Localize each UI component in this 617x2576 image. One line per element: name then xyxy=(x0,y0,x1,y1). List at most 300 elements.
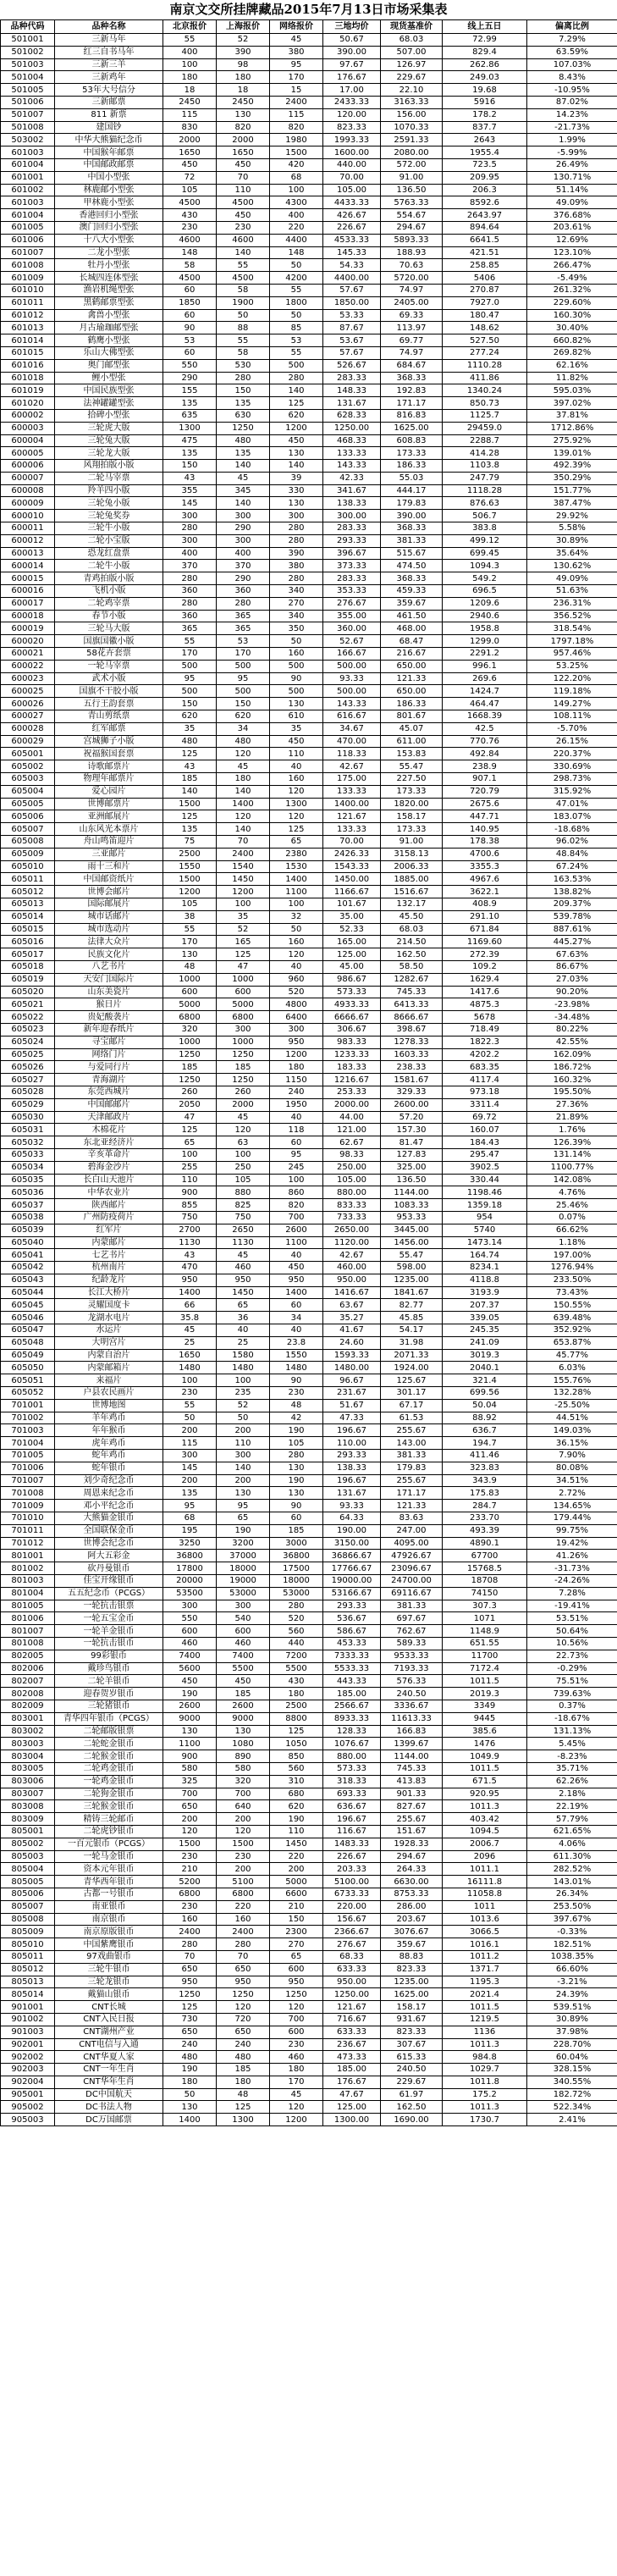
cell-shanghai-price: 540 xyxy=(217,1612,270,1625)
cell-online-price: 40 xyxy=(270,1249,323,1262)
table-row xyxy=(1,1274,617,1286)
cell-online-price: 130 xyxy=(270,1487,323,1500)
cell-name: 祝福猴国套票 xyxy=(55,748,163,760)
cell-average-price: 283.33 xyxy=(323,572,381,585)
cell-beijing-price: 66 xyxy=(163,1299,217,1312)
cell-code: 905002 xyxy=(1,2101,55,2114)
cell-shanghai-price: 95 xyxy=(217,672,270,685)
cell-shanghai-price: 36 xyxy=(217,1312,270,1324)
cell-average-price: 57.67 xyxy=(323,346,381,359)
cell-beijing-price: 450 xyxy=(163,158,217,171)
cell-five-day-online: 770.76 xyxy=(443,735,527,748)
cell-code: 605023 xyxy=(1,1023,55,1036)
cell-base-price: 1144.00 xyxy=(381,1186,443,1199)
cell-five-day-online: 9445 xyxy=(443,1712,527,1725)
cell-code: 600029 xyxy=(1,735,55,748)
cell-deviation: 99.75% xyxy=(527,1524,617,1537)
cell-shanghai-price: 140 xyxy=(217,497,270,510)
cell-base-price: 158.17 xyxy=(381,2001,443,2014)
cell-average-price: 143.33 xyxy=(323,698,381,710)
cell-average-price: 1400.00 xyxy=(323,798,381,810)
cell-code: 605013 xyxy=(1,898,55,910)
cell-code: 601005 xyxy=(1,221,55,234)
table-row xyxy=(1,748,617,760)
cell-deviation: 220.37% xyxy=(527,748,617,760)
cell-shanghai-price: 100 xyxy=(217,1148,270,1161)
cell-shanghai-price: 290 xyxy=(217,522,270,535)
table-row xyxy=(1,1950,617,1963)
cell-deviation: 122.20% xyxy=(527,672,617,685)
table-row xyxy=(1,610,617,622)
cell-deviation: 41.26% xyxy=(527,1550,617,1562)
table-row xyxy=(1,1675,617,1688)
cell-code: 601003 xyxy=(1,196,55,209)
cell-online-price: 850 xyxy=(270,1750,323,1763)
cell-shanghai-price: 280 xyxy=(217,1938,270,1951)
table-row xyxy=(1,810,617,823)
cell-online-price: 245 xyxy=(270,1161,323,1174)
cell-beijing-price: 430 xyxy=(163,209,217,222)
cell-shanghai-price: 110 xyxy=(217,1437,270,1450)
cell-shanghai-price: 1540 xyxy=(217,860,270,873)
cell-name: 澳门回归小型张 xyxy=(55,221,163,234)
cell-name: 红三自书马年 xyxy=(55,46,163,58)
cell-code: 701003 xyxy=(1,1424,55,1437)
cell-beijing-price: 480 xyxy=(163,2051,217,2064)
table-row xyxy=(1,1186,617,1199)
cell-average-price: 236.67 xyxy=(323,2038,381,2051)
cell-shanghai-price: 165 xyxy=(217,936,270,948)
cell-beijing-price: 7400 xyxy=(163,1650,217,1662)
cell-online-price: 950 xyxy=(270,1274,323,1286)
cell-base-price: 745.33 xyxy=(381,986,443,998)
table-row xyxy=(1,1249,617,1262)
cell-beijing-price: 480 xyxy=(163,735,217,748)
cell-base-price: 398.67 xyxy=(381,1023,443,1036)
cell-deviation: -19.41% xyxy=(527,1600,617,1612)
table-row xyxy=(1,121,617,134)
table-row xyxy=(1,1236,617,1249)
cell-average-price: 176.67 xyxy=(323,2076,381,2088)
cell-beijing-price: 65 xyxy=(163,1136,217,1149)
table-row xyxy=(1,221,617,234)
cell-average-price: 6733.33 xyxy=(323,1888,381,1900)
table-row xyxy=(1,886,617,898)
cell-base-price: 91.00 xyxy=(381,171,443,184)
cell-name: 与爱同行片 xyxy=(55,1061,163,1074)
cell-code: 801004 xyxy=(1,1587,55,1600)
cell-beijing-price: 130 xyxy=(163,1725,217,1738)
table-row xyxy=(1,1387,617,1400)
cell-online-price: 45 xyxy=(270,34,323,47)
table-row xyxy=(1,184,617,196)
cell-shanghai-price: 2600 xyxy=(217,1700,270,1712)
cell-shanghai-price: 100 xyxy=(217,1374,270,1387)
cell-beijing-price: 290 xyxy=(163,372,217,384)
cell-average-price: 1076.67 xyxy=(323,1738,381,1750)
cell-online-price: 60 xyxy=(270,1136,323,1149)
cell-five-day-online: 1011.5 xyxy=(443,1762,527,1775)
cell-average-price: 586.67 xyxy=(323,1625,381,1638)
cell-five-day-online: 1169.60 xyxy=(443,936,527,948)
cell-shanghai-price: 1200 xyxy=(217,886,270,898)
cell-five-day-online: 5678 xyxy=(443,1011,527,1024)
cell-deviation: 7.90% xyxy=(527,1450,617,1462)
cell-name: 恐龙红盘票 xyxy=(55,547,163,560)
cell-online-price: 960 xyxy=(270,973,323,986)
cell-name: 二轮小宝版 xyxy=(55,534,163,547)
cell-shanghai-price: 1580 xyxy=(217,1349,270,1362)
cell-base-price: 6413.33 xyxy=(381,998,443,1011)
cell-base-price: 83.63 xyxy=(381,1512,443,1525)
cell-shanghai-price: 240 xyxy=(217,2038,270,2051)
cell-name: 寻宝邮片 xyxy=(55,1036,163,1048)
cell-name: 蛇年鸡币 xyxy=(55,1450,163,1462)
cell-base-price: 5720.00 xyxy=(381,272,443,285)
cell-code: 803007 xyxy=(1,1788,55,1800)
cell-code: 605022 xyxy=(1,1011,55,1024)
cell-name: 三轮龙银币 xyxy=(55,1976,163,1988)
cell-name: 二轮邮版银票 xyxy=(55,1725,163,1738)
cell-name: 网络门片 xyxy=(55,1048,163,1061)
table-row xyxy=(1,108,617,121)
cell-base-price: 1516.67 xyxy=(381,886,443,898)
cell-shanghai-price: 47 xyxy=(217,960,270,973)
cell-beijing-price: 1250 xyxy=(163,1048,217,1061)
cell-beijing-price: 105 xyxy=(163,184,217,196)
header-five-day-online: 线上五日 xyxy=(443,20,527,34)
cell-name: 国旗不干胶小版 xyxy=(55,685,163,698)
table-row xyxy=(1,836,617,849)
table-row xyxy=(1,1775,617,1788)
cell-shanghai-price: 500 xyxy=(217,685,270,698)
cell-beijing-price: 2050 xyxy=(163,1098,217,1111)
cell-shanghai-price: 6800 xyxy=(217,1011,270,1024)
cell-average-price: 1593.33 xyxy=(323,1349,381,1362)
cell-average-price: 250.00 xyxy=(323,1161,381,1174)
cell-average-price: 636.67 xyxy=(323,1800,381,1813)
cell-code: 601016 xyxy=(1,359,55,372)
cell-beijing-price: 365 xyxy=(163,622,217,635)
cell-shanghai-price: 6800 xyxy=(217,1888,270,1900)
cell-name: 三新马年 xyxy=(55,34,163,47)
header-beijing-price: 北京报价 xyxy=(163,20,217,34)
cell-online-price: 130 xyxy=(270,497,323,510)
cell-base-price: 2071.33 xyxy=(381,1349,443,1362)
cell-online-price: 1100 xyxy=(270,1236,323,1249)
cell-five-day-online: 262.86 xyxy=(443,58,527,71)
cell-average-price: 443.33 xyxy=(323,1675,381,1688)
table-row xyxy=(1,1362,617,1374)
cell-average-price: 4400.00 xyxy=(323,272,381,285)
cell-name: 周恩来纪念币 xyxy=(55,1487,163,1500)
cell-five-day-online: 1136 xyxy=(443,2026,527,2038)
cell-average-price: 628.33 xyxy=(323,409,381,422)
cell-five-day-online: 4890.1 xyxy=(443,1537,527,1550)
document-title: 南京文交所挂牌藏品2015年7月13日市场采集表 xyxy=(169,2,448,17)
cell-base-price: 745.33 xyxy=(381,1762,443,1775)
cell-beijing-price: 135 xyxy=(163,823,217,836)
cell-beijing-price: 600 xyxy=(163,1625,217,1638)
cell-code: 805010 xyxy=(1,1938,55,1951)
cell-deviation: 1797.18% xyxy=(527,635,617,648)
cell-online-price: 330 xyxy=(270,484,323,497)
cell-shanghai-price: 4500 xyxy=(217,272,270,285)
cell-code: 701001 xyxy=(1,1399,55,1412)
cell-name: 一轮抗击银票 xyxy=(55,1600,163,1612)
table-row xyxy=(1,898,617,910)
cell-five-day-online: 321.4 xyxy=(443,1374,527,1387)
cell-name: 精铸三轮邮币 xyxy=(55,1813,163,1826)
cell-average-price: 293.33 xyxy=(323,1600,381,1612)
cell-shanghai-price: 300 xyxy=(217,1600,270,1612)
cell-name: 二龙小型张 xyxy=(55,246,163,259)
table-row xyxy=(1,1963,617,1976)
cell-shanghai-price: 185 xyxy=(217,2064,270,2076)
cell-shanghai-price: 460 xyxy=(217,1638,270,1650)
cell-shanghai-price: 230 xyxy=(217,1850,270,1863)
cell-deviation: 25.46% xyxy=(527,1199,617,1212)
cell-name: 中华大熊猫纪念币 xyxy=(55,134,163,146)
cell-name: 砍丹曼银币 xyxy=(55,1562,163,1575)
cell-five-day-online: 1011.3 xyxy=(443,1800,527,1813)
cell-name: 灵耀国度卡 xyxy=(55,1299,163,1312)
cell-average-price: 4433.33 xyxy=(323,196,381,209)
cell-code: 600010 xyxy=(1,510,55,522)
cell-online-price: 280 xyxy=(270,1450,323,1462)
cell-average-price: 2366.67 xyxy=(323,1926,381,1938)
cell-online-price: 140 xyxy=(270,460,323,473)
cell-code: 801008 xyxy=(1,1638,55,1650)
cell-beijing-price: 300 xyxy=(163,510,217,522)
cell-name: 虎年鸡币 xyxy=(55,1437,163,1450)
cell-five-day-online: 1958.8 xyxy=(443,622,527,635)
table-row xyxy=(1,597,617,610)
cell-online-price: 17500 xyxy=(270,1562,323,1575)
cell-online-price: 190 xyxy=(270,1474,323,1487)
cell-beijing-price: 68 xyxy=(163,1512,217,1525)
cell-deviation: 35.71% xyxy=(527,1762,617,1775)
cell-five-day-online: 954 xyxy=(443,1211,527,1224)
cell-name: 迎春贺岁银币 xyxy=(55,1688,163,1700)
cell-code: 600003 xyxy=(1,422,55,434)
cell-name: 古都一号银币 xyxy=(55,1888,163,1900)
cell-name: 长江大桥片 xyxy=(55,1286,163,1299)
cell-base-price: 474.50 xyxy=(381,560,443,572)
cell-five-day-online: 109.2 xyxy=(443,960,527,973)
table-row xyxy=(1,1712,617,1725)
cell-base-price: 67.17 xyxy=(381,1399,443,1412)
cell-base-price: 801.67 xyxy=(381,710,443,723)
table-row xyxy=(1,134,617,146)
cell-shanghai-price: 70 xyxy=(217,836,270,849)
cell-five-day-online: 284.7 xyxy=(443,1500,527,1512)
cell-shanghai-price: 52 xyxy=(217,1399,270,1412)
cell-deviation: 73.43% xyxy=(527,1286,617,1299)
cell-deviation: -8.23% xyxy=(527,1750,617,1763)
cell-code: 605002 xyxy=(1,760,55,773)
header-code: 品种代码 xyxy=(1,20,55,34)
cell-shanghai-price: 3200 xyxy=(217,1537,270,1550)
cell-shanghai-price: 140 xyxy=(217,823,270,836)
cell-online-price: 520 xyxy=(270,986,323,998)
cell-five-day-online: 1110.28 xyxy=(443,359,527,372)
cell-name: 香港回归小型张 xyxy=(55,209,163,222)
cell-shanghai-price: 365 xyxy=(217,610,270,622)
cell-online-price: 120 xyxy=(270,785,323,798)
cell-beijing-price: 1650 xyxy=(163,146,217,159)
cell-shanghai-price: 25 xyxy=(217,1336,270,1349)
cell-beijing-price: 1400 xyxy=(163,2114,217,2126)
table-row xyxy=(1,434,617,447)
table-row xyxy=(1,860,617,873)
cell-online-price: 280 xyxy=(270,1600,323,1612)
cell-five-day-online: 3066.5 xyxy=(443,1926,527,1938)
cell-online-price: 125 xyxy=(270,397,323,410)
cell-average-price: 276.67 xyxy=(323,1938,381,1951)
cell-five-day-online: 850.73 xyxy=(443,397,527,410)
cell-base-price: 255.67 xyxy=(381,1474,443,1487)
cell-beijing-price: 180 xyxy=(163,2076,217,2088)
table-body xyxy=(1,34,617,2126)
cell-five-day-online: 1071 xyxy=(443,1612,527,1625)
table-row xyxy=(1,1550,617,1562)
cell-online-price: 1100 xyxy=(270,886,323,898)
cell-base-price: 136.50 xyxy=(381,184,443,196)
cell-shanghai-price: 450 xyxy=(217,1675,270,1688)
cell-online-price: 220 xyxy=(270,221,323,234)
cell-online-price: 340 xyxy=(270,610,323,622)
cell-beijing-price: 135 xyxy=(163,1487,217,1500)
cell-online-price: 148 xyxy=(270,246,323,259)
cell-code: 905001 xyxy=(1,2088,55,2101)
cell-beijing-price: 3250 xyxy=(163,1537,217,1550)
cell-online-price: 120 xyxy=(270,810,323,823)
cell-shanghai-price: 1450 xyxy=(217,1286,270,1299)
cell-online-price: 820 xyxy=(270,121,323,134)
table-row xyxy=(1,923,617,936)
cell-name: 新年迎春纸片 xyxy=(55,1023,163,1036)
cell-deviation: -3.21% xyxy=(527,1976,617,1988)
cell-average-price: 185.00 xyxy=(323,1688,381,1700)
cell-five-day-online: 1011.5 xyxy=(443,1675,527,1688)
cell-name: 中国紫鹰银币 xyxy=(55,1938,163,1951)
cell-average-price: 880.00 xyxy=(323,1186,381,1199)
cell-base-price: 931.67 xyxy=(381,2013,443,2026)
table-row xyxy=(1,246,617,259)
cell-deviation: 328.15% xyxy=(527,2064,617,2076)
cell-deviation: 155.76% xyxy=(527,1374,617,1387)
cell-base-price: 88.83 xyxy=(381,1950,443,1963)
cell-name: 三新三羊 xyxy=(55,58,163,71)
cell-average-price: 373.33 xyxy=(323,560,381,572)
cell-average-price: 93.33 xyxy=(323,672,381,685)
cell-beijing-price: 35.8 xyxy=(163,1312,217,1324)
cell-online-price: 950 xyxy=(270,1976,323,1988)
cell-base-price: 2080.00 xyxy=(381,146,443,159)
cell-name: 春节小版 xyxy=(55,610,163,622)
cell-online-price: 120 xyxy=(270,2001,323,2014)
cell-online-price: 520 xyxy=(270,1612,323,1625)
cell-average-price: 17.00 xyxy=(323,84,381,97)
cell-five-day-online: 8234.1 xyxy=(443,1262,527,1274)
cell-code: 801006 xyxy=(1,1612,55,1625)
cell-average-price: 1416.67 xyxy=(323,1286,381,1299)
table-row xyxy=(1,2001,617,2014)
cell-beijing-price: 2600 xyxy=(163,1700,217,1712)
cell-beijing-price: 620 xyxy=(163,710,217,723)
cell-deviation: 29.92% xyxy=(527,510,617,522)
cell-deviation: 131.14% xyxy=(527,1148,617,1161)
cell-five-day-online: 72.99 xyxy=(443,34,527,47)
cell-name: 宫城狮子小版 xyxy=(55,735,163,748)
cell-online-price: 7200 xyxy=(270,1650,323,1662)
cell-beijing-price: 60 xyxy=(163,346,217,359)
cell-code: 605042 xyxy=(1,1262,55,1274)
cell-five-day-online: 2040.1 xyxy=(443,1362,527,1374)
cell-code: 501006 xyxy=(1,96,55,108)
cell-base-price: 307.67 xyxy=(381,2038,443,2051)
cell-name: 爱心园片 xyxy=(55,785,163,798)
table-row xyxy=(1,823,617,836)
cell-code: 605038 xyxy=(1,1211,55,1224)
cell-five-day-online: 270.87 xyxy=(443,284,527,296)
cell-deviation: 119.18% xyxy=(527,685,617,698)
cell-deviation: 162.09% xyxy=(527,1048,617,1061)
cell-five-day-online: 385.6 xyxy=(443,1725,527,1738)
cell-code: 605049 xyxy=(1,1349,55,1362)
cell-base-price: 171.17 xyxy=(381,1487,443,1500)
cell-average-price: 36866.67 xyxy=(323,1550,381,1562)
cell-average-price: 35.00 xyxy=(323,910,381,923)
table-row xyxy=(1,1575,617,1588)
cell-average-price: 63.67 xyxy=(323,1299,381,1312)
cell-deviation: 87.02% xyxy=(527,96,617,108)
cell-name: CNT湖州产业 xyxy=(55,2026,163,2038)
cell-shanghai-price: 120 xyxy=(217,1825,270,1838)
cell-base-price: 57.20 xyxy=(381,1111,443,1124)
cell-average-price: 220.00 xyxy=(323,1900,381,1913)
cell-deviation: 350.29% xyxy=(527,472,617,484)
cell-average-price: 196.67 xyxy=(323,1813,381,1826)
cell-name: 东莞西城片 xyxy=(55,1086,163,1098)
cell-deviation: -10.95% xyxy=(527,84,617,97)
cell-average-price: 823.33 xyxy=(323,121,381,134)
table-row xyxy=(1,34,617,47)
cell-average-price: 121.67 xyxy=(323,2001,381,2014)
cell-base-price: 1144.00 xyxy=(381,1750,443,1763)
cell-shanghai-price: 320 xyxy=(217,1775,270,1788)
table-row xyxy=(1,1625,617,1638)
cell-name: 资本元年银币 xyxy=(55,1863,163,1876)
table-row xyxy=(1,1738,617,1750)
cell-name: 阿大五彩金 xyxy=(55,1550,163,1562)
cell-five-day-online: 996.1 xyxy=(443,660,527,672)
cell-name: 鲤小型张 xyxy=(55,372,163,384)
cell-beijing-price: 2450 xyxy=(163,96,217,108)
cell-deviation: 330.69% xyxy=(527,760,617,773)
cell-online-price: 60 xyxy=(270,1512,323,1525)
cell-base-price: 301.17 xyxy=(381,1387,443,1400)
cell-average-price: 633.33 xyxy=(323,1963,381,1976)
cell-average-price: 880.00 xyxy=(323,1750,381,1763)
cell-online-price: 1150 xyxy=(270,1074,323,1086)
cell-online-price: 1450 xyxy=(270,1838,323,1850)
cell-online-price: 1200 xyxy=(270,422,323,434)
cell-five-day-online: 1011.8 xyxy=(443,2076,527,2088)
cell-base-price: 9533.33 xyxy=(381,1650,443,1662)
cell-average-price: 70.00 xyxy=(323,171,381,184)
